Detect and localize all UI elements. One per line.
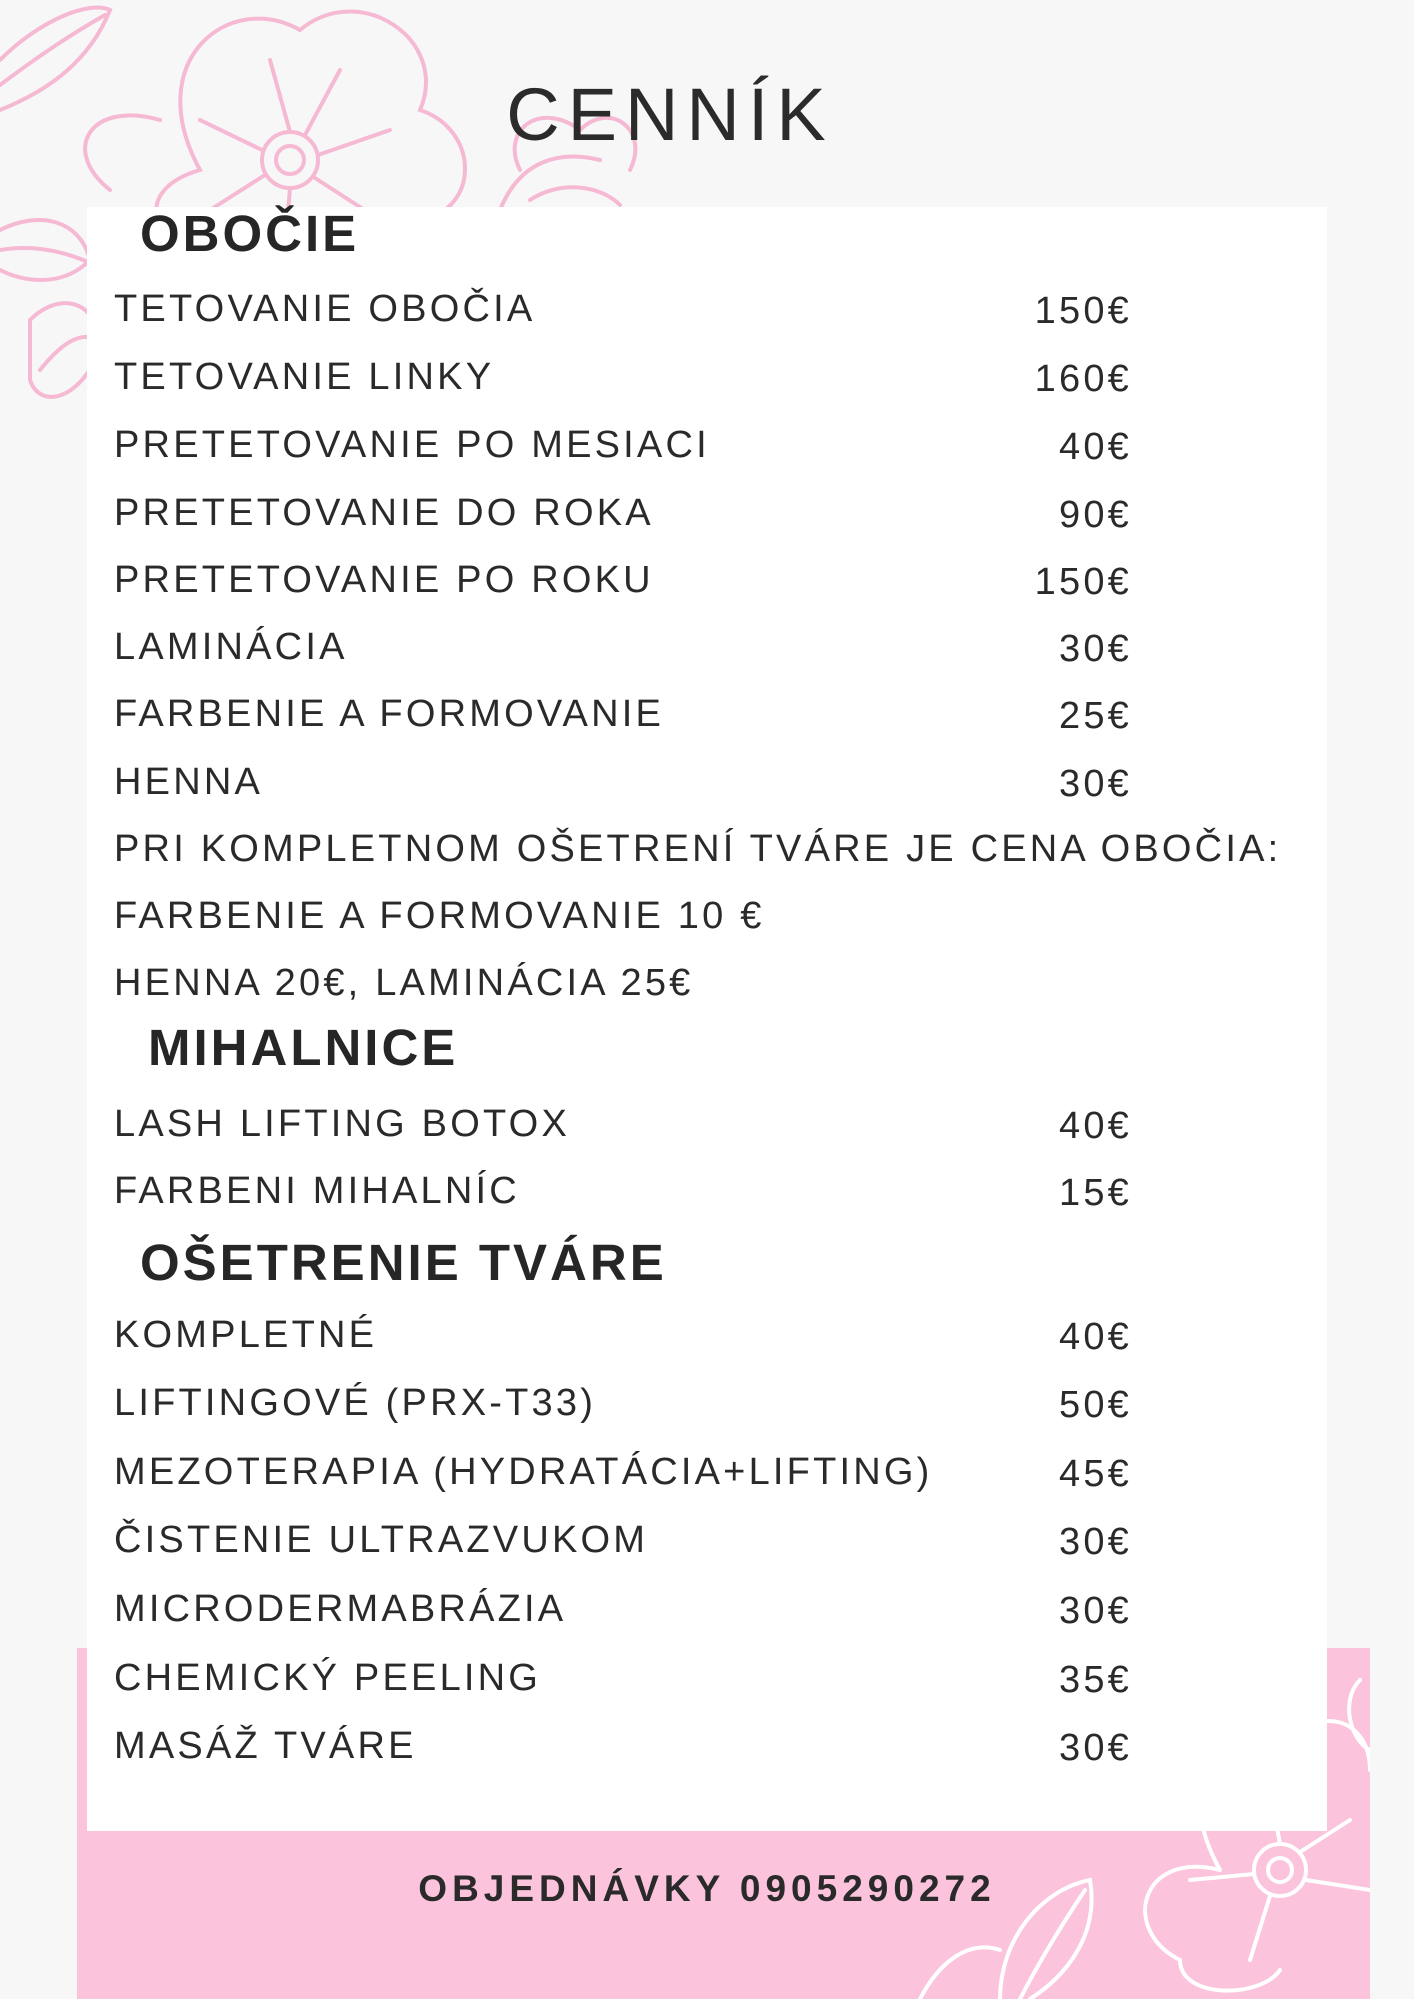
item-price: 150€ <box>1034 561 1132 603</box>
item-price: 90€ <box>1058 494 1132 536</box>
item-name: KOMPLETNÉ <box>114 1314 378 1356</box>
item-name: TETOVANIE OBOČIA <box>114 288 536 330</box>
item-name: LASH LIFTING BOTOX <box>114 1103 570 1145</box>
note-text: FARBENIE A FORMOVANIE 10 € <box>114 895 765 937</box>
item-price: 30€ <box>1058 1727 1132 1769</box>
list-item <box>114 1519 1314 1579</box>
item-price: 35€ <box>1058 1659 1132 1701</box>
item-price: 30€ <box>1058 1590 1132 1632</box>
item-price: 30€ <box>1058 763 1132 805</box>
list-item <box>114 1451 1314 1511</box>
item-name: HENNA <box>114 761 264 803</box>
list-item <box>114 492 1314 552</box>
item-price: 160€ <box>1034 358 1132 400</box>
item-name: CHEMICKÝ PEELING <box>114 1657 542 1699</box>
item-name: PRETETOVANIE DO ROKA <box>114 492 654 534</box>
note-text: PRI KOMPLETNOM OŠETRENÍ TVÁRE JE CENA OBOČIA: <box>114 828 1282 870</box>
list-item <box>114 693 1314 753</box>
section-heading-osetrenie-tvare: OŠETRENIE TVÁRE <box>140 1234 667 1291</box>
item-name: LAMINÁCIA <box>114 626 348 668</box>
item-price: 25€ <box>1058 695 1132 737</box>
order-phone-footer: OBJEDNÁVKY 0905290272 <box>418 1868 996 1909</box>
list-item <box>114 1170 1314 1230</box>
item-price: 40€ <box>1058 1316 1132 1358</box>
note-text: HENNA 20€, LAMINÁCIA 25€ <box>114 962 694 1004</box>
item-name: FARBENIE A FORMOVANIE <box>114 693 665 735</box>
list-item <box>114 1657 1314 1717</box>
item-name: MEZOTERAPIA (HYDRATÁCIA+LIFTING) <box>114 1451 933 1493</box>
section-heading-mihalnice: MIHALNICE <box>148 1019 459 1076</box>
list-item <box>114 1103 1314 1163</box>
item-price: 15€ <box>1058 1172 1132 1214</box>
item-price: 30€ <box>1058 1521 1132 1563</box>
list-item <box>114 1382 1314 1442</box>
list-item <box>114 1588 1314 1648</box>
item-name: TETOVANIE LINKY <box>114 356 495 398</box>
item-name: FARBENI MIHALNÍC <box>114 1170 520 1212</box>
list-item <box>114 626 1314 686</box>
item-name: MICRODERMABRÁZIA <box>114 1588 567 1630</box>
item-price: 40€ <box>1058 426 1132 468</box>
item-price: 150€ <box>1034 290 1132 332</box>
page-title: CENNÍK <box>506 73 834 156</box>
item-name: ČISTENIE ULTRAZVUKOM <box>114 1519 649 1561</box>
list-item <box>114 424 1314 484</box>
item-price: 50€ <box>1058 1384 1132 1426</box>
list-item <box>114 761 1314 821</box>
item-price: 30€ <box>1058 628 1132 670</box>
list-item <box>114 1314 1314 1374</box>
list-item <box>114 1725 1314 1785</box>
section-heading-obocie: OBOČIE <box>140 205 360 262</box>
item-name: PRETETOVANIE PO ROKU <box>114 559 654 601</box>
list-item <box>114 559 1314 619</box>
item-name: LIFTINGOVÉ (PRX-T33) <box>114 1382 597 1424</box>
list-item <box>114 356 1314 416</box>
item-price: 40€ <box>1058 1105 1132 1147</box>
item-price: 45€ <box>1058 1453 1132 1495</box>
item-name: PRETETOVANIE PO MESIACI <box>114 424 710 466</box>
list-item <box>114 288 1314 348</box>
item-name: MASÁŽ TVÁRE <box>114 1725 417 1767</box>
